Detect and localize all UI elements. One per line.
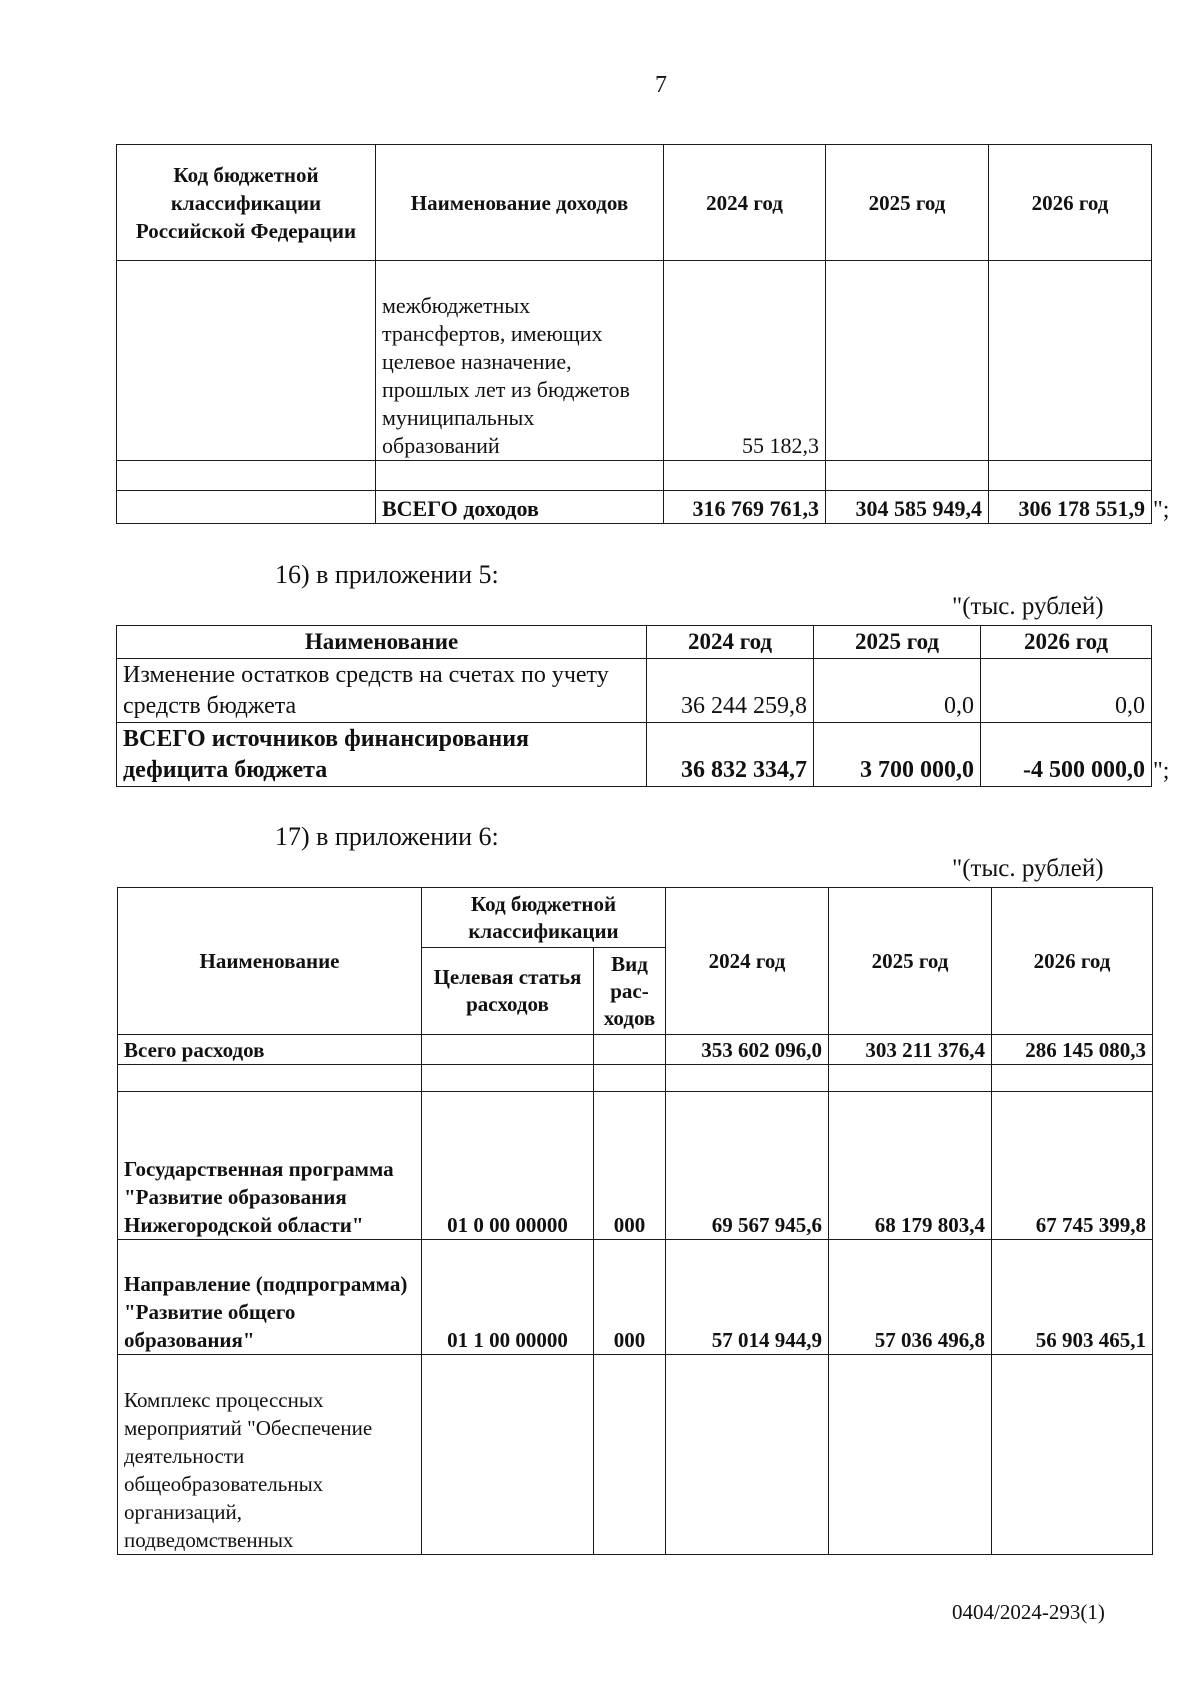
- subprogram-2026: 56 903 465,1: [992, 1240, 1153, 1355]
- subprogram-2025: 57 036 496,8: [829, 1240, 992, 1355]
- section-16-units: "(тыс. рублей): [952, 593, 1104, 620]
- process-complex-name: Комплекс процессных мероприятий "Обеспечение деятельности общеобразовательных организаций, подведомственных: [118, 1355, 422, 1555]
- table-row: [117, 261, 1152, 461]
- program-kind: 000: [594, 1092, 666, 1240]
- header-expense-kind: Вид рас-ходов: [594, 948, 666, 1035]
- header-2024: 2024 год: [664, 145, 826, 261]
- cell-name: [118, 1065, 422, 1092]
- total-income-2025: 304 585 949,4: [826, 491, 989, 524]
- header-2025: 2025 год: [826, 145, 989, 261]
- header-target-article: Целевая статья расходов: [422, 948, 594, 1035]
- subprogram-row: [118, 1240, 1153, 1355]
- cell-2025: 0,0: [814, 659, 981, 723]
- program-name: Государственная программа "Развитие образования Нижегородской области": [118, 1092, 422, 1240]
- sources-table-closing-quote: ";: [1153, 758, 1170, 784]
- sources-table: [116, 625, 1152, 787]
- total-income-label: ВСЕГО доходов: [376, 491, 664, 524]
- program-2025: 68 179 803,4: [829, 1092, 992, 1240]
- table-row: [117, 461, 1152, 491]
- income-table: [116, 144, 1152, 524]
- cell-code: [117, 491, 376, 524]
- total-income-row: [117, 491, 1152, 524]
- cell-name: Изменение остатков средств на счетах по учету средств бюджета: [117, 659, 647, 723]
- cell-code: [117, 461, 376, 491]
- document-number: 0404/2024-293(1): [952, 1600, 1105, 1624]
- cell-target: [422, 1355, 594, 1555]
- cell-name: межбюджетных трансфертов, имеющих целевое назначение, прошлых лет из бюджетов муниципальных образований: [376, 261, 664, 461]
- program-2024: 69 567 945,6: [666, 1092, 829, 1240]
- header-2025: 2025 год: [829, 888, 992, 1035]
- cell-2026: [989, 261, 1152, 461]
- header-2026: 2026 год: [989, 145, 1152, 261]
- total-expenses-label: Всего расходов: [118, 1035, 422, 1065]
- total-sources-2026: -4 500 000,0: [981, 723, 1152, 787]
- header-code: Код бюджетной классификации Российской Федерации: [117, 145, 376, 261]
- section-16-heading: 16) в приложении 5:: [275, 560, 499, 589]
- cell-name: [376, 461, 664, 491]
- header-name: Наименование: [118, 888, 422, 1035]
- cell-kind: [594, 1355, 666, 1555]
- program-target: 01 0 00 00000: [422, 1092, 594, 1240]
- header-name: Наименование: [117, 626, 647, 659]
- process-complex-row: [118, 1355, 1153, 1555]
- cell-2025: [826, 261, 989, 461]
- cell-target: [422, 1065, 594, 1092]
- subprogram-kind: 000: [594, 1240, 666, 1355]
- income-table-closing-quote: ";: [1153, 497, 1170, 523]
- total-income-2026: 306 178 551,9: [989, 491, 1152, 524]
- header-2025: 2025 год: [814, 626, 981, 659]
- cell-2026: [992, 1355, 1153, 1555]
- total-sources-2025: 3 700 000,0: [814, 723, 981, 787]
- cell-kind: [594, 1035, 666, 1065]
- header-2026: 2026 год: [992, 888, 1153, 1035]
- cell-2026: [989, 461, 1152, 491]
- program-row: [118, 1092, 1153, 1240]
- total-expenses-row: [118, 1035, 1153, 1065]
- cell-2024: 36 244 259,8: [647, 659, 814, 723]
- total-income-2024: 316 769 761,3: [664, 491, 826, 524]
- total-sources-label: ВСЕГО источников финансирования дефицита бюджета: [117, 723, 647, 787]
- table-row: [117, 659, 1152, 723]
- cell-2024: 55 182,3: [664, 261, 826, 461]
- cell-code: [117, 261, 376, 461]
- cell-2024: [666, 1355, 829, 1555]
- header-code-group: Код бюджетной классификации: [422, 888, 666, 948]
- total-expenses-2024: 353 602 096,0: [666, 1035, 829, 1065]
- subprogram-target: 01 1 00 00000: [422, 1240, 594, 1355]
- table-row: [118, 1065, 1153, 1092]
- total-sources-2024: 36 832 334,7: [647, 723, 814, 787]
- cell-target: [422, 1035, 594, 1065]
- total-sources-row: [117, 723, 1152, 787]
- total-expenses-2026: 286 145 080,3: [992, 1035, 1153, 1065]
- subprogram-2024: 57 014 944,9: [666, 1240, 829, 1355]
- header-2024: 2024 год: [647, 626, 814, 659]
- expenses-table: [117, 887, 1153, 1555]
- cell-2026: 0,0: [981, 659, 1152, 723]
- header-income-name: Наименование доходов: [376, 145, 664, 261]
- header-2024: 2024 год: [666, 888, 829, 1035]
- cell-2025: [829, 1065, 992, 1092]
- cell-2025: [826, 461, 989, 491]
- total-expenses-2025: 303 211 376,4: [829, 1035, 992, 1065]
- cell-2026: [992, 1065, 1153, 1092]
- subprogram-name: Направление (подпрограмма) "Развитие общего образования": [118, 1240, 422, 1355]
- section-17-units: "(тыс. рублей): [952, 855, 1104, 882]
- header-2026: 2026 год: [981, 626, 1152, 659]
- cell-2024: [666, 1065, 829, 1092]
- program-2026: 67 745 399,8: [992, 1092, 1153, 1240]
- page-number: 7: [655, 72, 667, 98]
- cell-2025: [829, 1355, 992, 1555]
- cell-2024: [664, 461, 826, 491]
- section-17-heading: 17) в приложении 6:: [275, 822, 499, 851]
- cell-kind: [594, 1065, 666, 1092]
